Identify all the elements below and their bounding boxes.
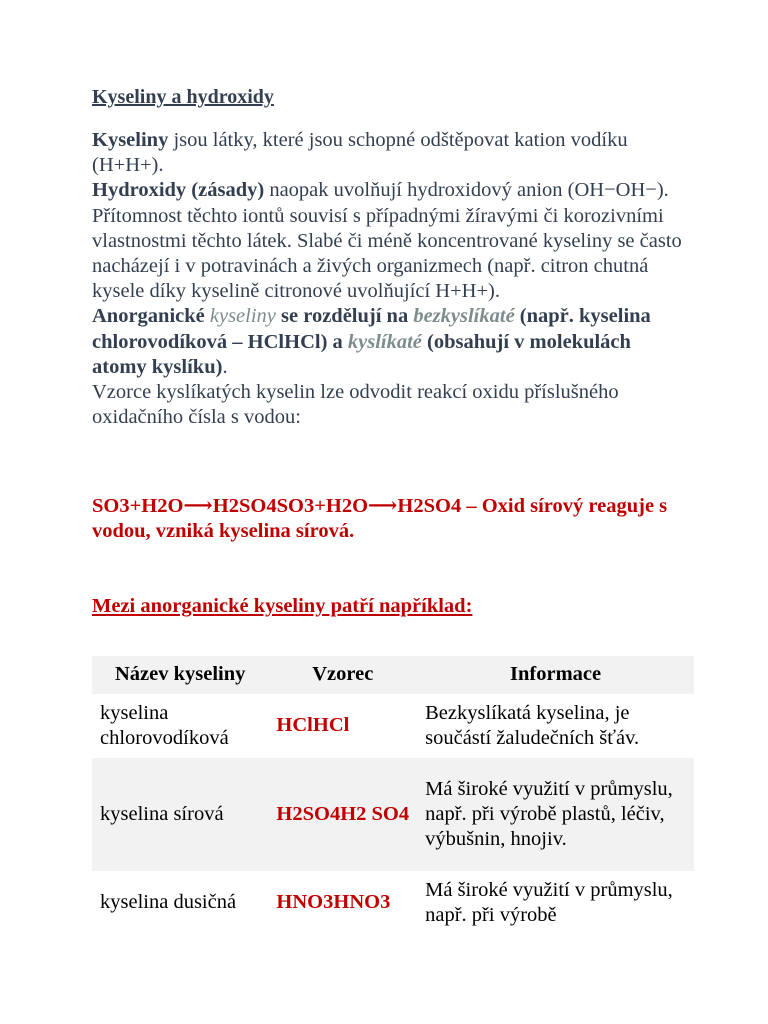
paragraph-hydroxidy	[92, 178, 682, 304]
cell-name: kyselina dusičná	[100, 891, 237, 914]
anorg-term-bezkyslikate: bezkyslíkaté	[413, 305, 515, 328]
table-row	[92, 871, 694, 935]
term-kyseliny: Kyseliny	[92, 129, 169, 151]
header-formula: Vzorec	[268, 656, 417, 694]
cell-name: kyselina sírová	[92, 758, 268, 871]
cell-info: Má široké využití v průmyslu, např. při výrobě plastů, léčiv, výbušnin, hnojiv.	[417, 758, 694, 871]
acids-table	[92, 656, 694, 935]
intro-text	[92, 128, 682, 430]
list-heading: Mezi anorganické kyseliny patří například:	[92, 595, 473, 617]
reaction-equation: SO3+H2O⟶H2SO4SO3+H2O⟶H2SO4 – Oxid sírový reaguje s vodou, vzniká kyselina sírová.	[92, 495, 668, 543]
anorg-term-kyslikate: kyslíkaté	[347, 330, 422, 353]
kyseliny-definition: jsou látky, které jsou schopné odštěpovat kation vodíku (H+H+).	[92, 129, 628, 177]
cell-info: Bezkyslíkatá kyselina, je součástí žaludečních šťáv.	[425, 701, 640, 749]
document-heading: Kyseliny a hydroxidy	[92, 86, 274, 108]
anorg-text-3: (např. kyselina chlorovodíková – HClHCl) a	[92, 305, 651, 353]
paragraph-vzorce: Vzorce kyslíkatých kyselin lze odvodit reakcí oxidu příslušného oxidačního čísla s vodou:	[92, 381, 619, 429]
cell-formula: H2SO4H2 SO4	[268, 758, 417, 871]
cell-info: Má široké využití v průmyslu, např. při výrobě	[425, 878, 673, 926]
anorg-text-5: .	[222, 355, 228, 378]
anorg-text-1: Anorganické	[92, 305, 210, 328]
anorg-term-kyseliny: kyseliny	[209, 305, 276, 328]
header-name: Název kyseliny	[92, 656, 268, 694]
table-row	[92, 758, 694, 871]
cell-formula: HClHCl	[276, 714, 350, 737]
anorg-text-4: (obsahují v molekulách atomy kyslíku)	[92, 330, 631, 378]
term-hydroxidy: Hydroxidy (zásady)	[92, 179, 265, 202]
table-row	[92, 694, 694, 758]
hydroxidy-definition: naopak uvolňují hydroxidový anion (OH−OH−). Přítomnost těchto iontů souvisí s případnými žíravými či korozivními vlastnostmi těchto látek. Slabé či méně koncentrované kyseliny se často nacházejí i v potravinách a živých organizmech (např. citron chutná kysele díky kyselině citronové uvolňující H+H+).	[92, 179, 682, 303]
table-header-row	[92, 656, 694, 694]
anorg-text-2: se rozdělují na	[275, 305, 414, 328]
cell-formula: HNO3HNO3	[276, 891, 391, 914]
paragraph-kyseliny	[92, 128, 682, 178]
paragraph-anorganicke	[92, 304, 682, 380]
header-info: Informace	[417, 656, 694, 694]
cell-name: kyselina chlorovodíková	[100, 701, 229, 749]
